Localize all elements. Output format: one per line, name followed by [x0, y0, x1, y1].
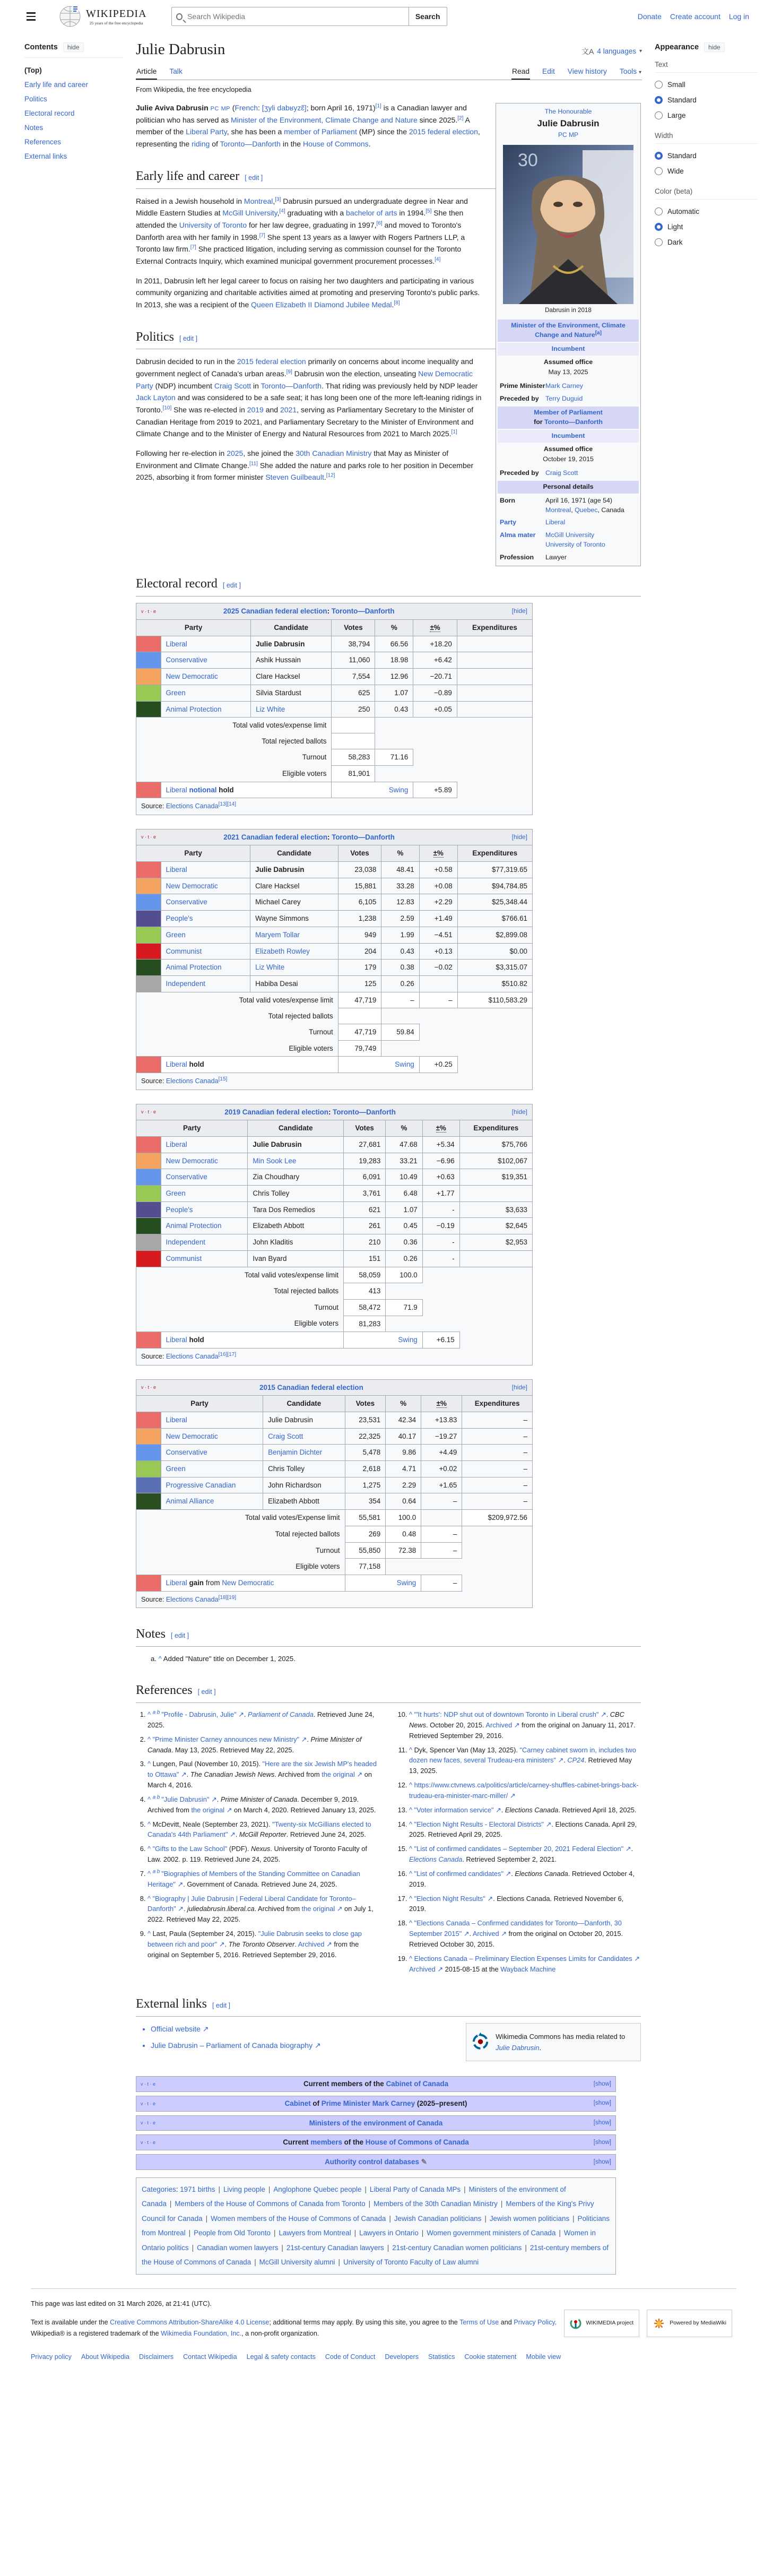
- party-color: [136, 1153, 161, 1169]
- edit-link[interactable]: [ edit ]: [179, 334, 198, 342]
- table-row: Green Silvia Stardust 625 1.07 −0.89: [136, 685, 533, 701]
- svg-text:30: 30: [518, 150, 538, 170]
- category-link[interactable]: University of Toronto Faculty of Law alumni: [343, 2258, 479, 2267]
- infobox-honorific[interactable]: The Honourable: [544, 107, 592, 115]
- table-row: Animal Protection Liz White 179 0.38 −0.02 $3,315.07: [136, 959, 533, 976]
- radio-text-small[interactable]: Small: [655, 77, 758, 92]
- license-text: Text is available under the Creative Commons Attribution-ShareAlike 4.0 License; additional terms may apply. By using this site, you agree to the Terms of Use and Privacy Policy. Wikipedia® is a registered trademark of the Wikimedia Foundation, Inc., a non-profit organization.: [31, 2318, 557, 2338]
- result-row: Liberal hold Swing +0.25: [136, 1057, 533, 1073]
- footer-links: [31, 2352, 764, 2363]
- portrait-photo[interactable]: [503, 145, 633, 304]
- col-change: ±%: [413, 620, 457, 636]
- logo-title: WIKIPEDIA: [86, 7, 147, 20]
- incumbent-link[interactable]: Incumbent: [551, 431, 585, 439]
- preceded-value[interactable]: Terry Duguid: [545, 394, 583, 402]
- party-color: [136, 1169, 161, 1186]
- footer-link[interactable]: Privacy policy: [31, 2353, 72, 2361]
- category-link[interactable]: 21st-century members of the House of Commons of Canada: [142, 2243, 609, 2267]
- reference[interactable]: 16. ^ "List of confirmed candidates" ↗. Elections Canada. Retrieved October 4, 2019.: [409, 1869, 641, 1890]
- reference[interactable]: 10. ^ "'It hurts': NDP shut out of downtown Toronto in Liberal crush" ↗. CBC News. October 20, 2015. Archived ↗ from the original on January 11, 2017. Retrieved September 29, 2016.: [409, 1709, 641, 1741]
- party-color: [136, 1250, 161, 1267]
- table-row: Independent John Kladitis 210 0.36 - $2,953: [136, 1234, 533, 1251]
- table-title[interactable]: 2015 Canadian federal election: [161, 1379, 462, 1396]
- table-row: Animal Protection Liz White 250 0.43 +0.05: [136, 701, 533, 718]
- appearance-title: Appearance: [655, 43, 699, 51]
- chevron-down-icon: ▾: [639, 48, 642, 55]
- reference[interactable]: 1. ^ $^{a b}$ "Profile - Dabrusin, Julie" ↗. Parliament of Canada. Retrieved June 24, 2025.: [147, 1709, 379, 1731]
- total-row: Turnout 47,719 59.84: [136, 1024, 533, 1041]
- total-row: Total valid votes/Expense limit 55,581 100.0 $209,972.56: [136, 1510, 533, 1526]
- search-input[interactable]: [187, 12, 404, 21]
- party-color: [136, 1332, 161, 1348]
- wikipedia-globe-icon: [58, 5, 82, 28]
- edit-link[interactable]: [ edit ]: [171, 1632, 189, 1640]
- category-link[interactable]: 21st-century Canadian lawyers: [286, 2243, 384, 2252]
- born-label: Born: [500, 496, 515, 504]
- table-title[interactable]: 2019 Canadian federal election: Toronto—Danforth: [161, 1104, 459, 1120]
- section-heading-politics: Politics [ edit ]: [136, 327, 641, 350]
- contents-title: Contents: [24, 43, 58, 51]
- party-color: [136, 862, 161, 878]
- result-label[interactable]: Liberal notional hold: [161, 782, 332, 798]
- footer-link[interactable]: Contact Wikipedia: [183, 2353, 237, 2361]
- party-color: [136, 1234, 161, 1251]
- party-color: [136, 1477, 161, 1493]
- reference[interactable]: 7. ^ $^{a b}$ "Biographies of Members of the Standing Committee on Canadian Heritage" ↗. Government of Canada. Retrieved June 24, 2025.: [147, 1869, 379, 1890]
- wikipedia-logo[interactable]: [58, 5, 147, 28]
- edit-link[interactable]: [ edit ]: [245, 174, 263, 181]
- table-row: Liberal Julie Dabrusin 38,794 66.56 +18.20: [136, 636, 533, 652]
- languages-button[interactable]: 文A 4 languages ▾: [581, 47, 642, 56]
- radio-width-wide[interactable]: Wide: [655, 163, 758, 179]
- assumed-office-date: October 19, 2015: [543, 455, 594, 463]
- col-party: Party: [136, 620, 251, 636]
- category-link[interactable]: Members of the 30th Canadian Ministry: [374, 2200, 498, 2208]
- table-row: People's Wayne Simmons 1,238 2.59 +1.49 $766.61: [136, 911, 533, 927]
- swing-link[interactable]: Swing: [344, 1332, 423, 1348]
- search-bar: [171, 7, 447, 26]
- preceded-value[interactable]: Craig Scott: [545, 469, 578, 477]
- table-row: Conservative Zia Choudhary 6,091 10.49 +0.63 $19,351: [136, 1169, 533, 1186]
- total-row: Eligible voters 81,901: [136, 765, 533, 782]
- assumed-office-label: Assumed office: [543, 445, 593, 453]
- reference[interactable]: 5. ^ McDevitt, Neale (September 23, 2021). "Twenty-six McGillians elected to Canada's 44th Parliament" ↗. McGill Reporter. Retrieved June 24, 2025.: [147, 1819, 379, 1840]
- reference[interactable]: 4. ^ $^{a b}$ "Julie Dabrusin" ↗. Prime Minister of Canada. December 9, 2019. Archived from the original ↗ on March 4, 2020. Retrieved January 13, 2025.: [147, 1794, 379, 1816]
- party-color: [136, 1428, 161, 1445]
- party-color: [136, 685, 161, 701]
- vte-links[interactable]: v · t · e: [141, 2100, 156, 2106]
- table-row: Communist Elizabeth Rowley 204 0.43 +0.13 $0.00: [136, 943, 533, 959]
- result-label[interactable]: Liberal hold: [161, 1332, 344, 1348]
- hide-button[interactable]: [hide]: [457, 603, 532, 620]
- reference[interactable]: 2. ^ "Prime Minister Carney announces new Ministry" ↗. Prime Minister of Canada. May 13, 2025. Retrieved May 22, 2025.: [147, 1734, 379, 1756]
- party-color: [136, 636, 161, 652]
- category-link[interactable]: Women members of the House of Commons of Canada: [211, 2214, 386, 2223]
- show-button[interactable]: [show]: [593, 2158, 611, 2165]
- category-link[interactable]: Jewish women politicians: [489, 2214, 570, 2223]
- party-color: [136, 1493, 161, 1510]
- category-link[interactable]: Women government ministers of Canada: [427, 2229, 556, 2237]
- category-link[interactable]: Living people: [223, 2185, 265, 2193]
- reference[interactable]: 18. ^ "Elections Canada – Confirmed candidates for Toronto—Danforth, 30 September 2015" ↗. Archived ↗ from the original on October 20, 2015. Retrieved October 30, 2015.: [409, 1918, 641, 1949]
- external-link[interactable]: • Official website ↗: [151, 2023, 641, 2035]
- color-label: Color (beta): [655, 187, 758, 200]
- show-button[interactable]: [show]: [593, 2080, 611, 2087]
- profession-label: Profession: [500, 554, 534, 561]
- vte-links[interactable]: v · t · e: [136, 829, 161, 845]
- sidebar-item-politics[interactable]: Politics: [24, 95, 47, 103]
- footer-link[interactable]: Mobile view: [526, 2353, 561, 2361]
- early-life-paragraph-2: In 2011, Dabrusin left her legal career to focus on raising her two daughters and participating in various community organizing and charitable activities aimed at promoting and preserving Toronto's public parks. In 2013, she was a recipient of the Queen Elizabeth II Diamond Jubilee Medal.[8]: [136, 276, 480, 309]
- party-color: [136, 1461, 161, 1477]
- party-color: [136, 1057, 161, 1073]
- mediawiki-icon: [653, 2318, 665, 2329]
- col-pct: %: [375, 620, 413, 636]
- total-row: Eligible voters 79,749: [136, 1040, 533, 1057]
- party-color: [136, 959, 161, 976]
- site-subtitle: From Wikipedia, the free encyclopedia: [136, 85, 251, 93]
- reference[interactable]: 8. ^ "Biography | Julie Dabrusin | Federal Liberal Candidate for Toronto–Danforth" ↗. juliedabrusin.liberal.ca. Archived from the original ↗ on July 1, 2022. Retrieved May 22, 2025.: [147, 1894, 379, 1925]
- election-table-2019: v · t · e 2019 Canadian federal election: Toronto—Danforth [hide] Party Candidate Votes % ±% Expenditures Liberal Julie Dabrusin 27,681 47.68 +5.34 $75,766 New Democratic Min Sook Lee 19,283 33.21 −6.96 $102,067 Conservative Zia Choudhary 6,091 10.49 +0.63 $19,351 Green Chris Tolley 3,761 6.48 +1.77 People's Tara Dos Remedios 621 1.07 - $3,633 Animal Protection Elizabeth Abbott 261 0.45 −0.19 $2,645 Independent John Kladitis 210 0.36 - $2,953 Communist Ivan Byard 151 0.26 - Total valid votes/expense limit 58,059 100.0 Total rejected ballots 413 Turnout 58,472 71.9 Eligible voters 81,283 Liberal hold Swing +6.15 Source: Elections Canada[16][17]: [136, 1104, 533, 1365]
- party-color: [136, 1218, 161, 1234]
- category-link[interactable]: Women in Ontario politics: [142, 2229, 596, 2252]
- page-title: Julie Dabrusin: [136, 41, 225, 58]
- swing-link[interactable]: Swing: [338, 1057, 419, 1073]
- tab-edit[interactable]: Edit: [542, 67, 555, 75]
- party-color: [136, 701, 161, 718]
- vte-links[interactable]: v · t · e: [141, 2120, 156, 2126]
- politics-paragraph-1: Dabrusin decided to run in the 2015 federal election primarily on concerns about income inequality and government neglect of Canada's urban areas.[9] Dabrusin won the election, unseating New Democratic Party (NDP) incumbent Craig Scott in Toronto—Danforth. That riding was previously held by NDP leader Jack Layton and was considered to be a safe seat; it has long been one of the more left-leaning ridings in Toronto.[10] She was re-elected in 2019 and 2021, serving as Parliamentary Secretary to the Minister of Canadian Heritage from 2019 to 2021, and Parliamentary Secretary to the Minister of Environment and Climate Change and to the Minister of Energy and Natural Resources from 2021 to March 2025.[1]: [136, 357, 482, 438]
- tab-talk[interactable]: Talk: [169, 67, 183, 75]
- table-row: Conservative Benjamin Dichter 5,478 9.86 +4.49 –: [136, 1445, 533, 1461]
- vte-links[interactable]: v · t · e: [136, 603, 161, 620]
- vte-links[interactable]: v · t · e: [136, 1379, 161, 1396]
- table-title[interactable]: 2025 Canadian federal election: Toronto—Danforth: [161, 603, 457, 620]
- reference[interactable]: 3. ^ Lungen, Paul (November 10, 2015). "Here are the six Jewish MP's headed to Ottawa" ↗. The Canadian Jewish News. Archived from the original ↗ on March 4, 2016.: [147, 1759, 379, 1790]
- total-row: Turnout 58,472 71.9: [136, 1300, 533, 1316]
- reference[interactable]: 6. ^ "Gifts to the Law School" (PDF). Nexus. University of Toronto Faculty of Law. 2002. p. 119. Retrieved June 24, 2025.: [147, 1844, 379, 1865]
- infobox-postnominals[interactable]: PC MP: [558, 131, 578, 139]
- create-account-link[interactable]: Create account: [670, 12, 720, 21]
- preceded-label: Preceded by: [500, 394, 539, 402]
- category-link[interactable]: 21st-century Canadian women politicians: [392, 2243, 522, 2252]
- party-color: [136, 943, 161, 959]
- total-row: Eligible voters 77,158: [136, 1559, 533, 1575]
- total-row: Total rejected ballots 269 0.48 –: [136, 1526, 533, 1542]
- tab-article[interactable]: Article: [136, 64, 157, 80]
- footer-link[interactable]: Developers: [385, 2353, 419, 2361]
- edit-link[interactable]: [ edit ]: [212, 2002, 231, 2010]
- radio-text-standard[interactable]: Standard: [655, 92, 758, 108]
- site-header: [0, 0, 764, 33]
- width-label: Width: [655, 132, 758, 144]
- show-button[interactable]: [show]: [593, 2120, 611, 2127]
- party-color: [136, 669, 161, 685]
- intro-paragraph: Julie Aviva Dabrusin PC MP (French: [ʒyli dabʁyzɛ̃]; born April 16, 1971)[1] is a Canadian lawyer and politician who has served as Minister of the Environment, Climate Change and Nature since 2025.[2] A member of the Liberal Party, she has been a member of Parliament (MP) since the 2015 federal election, representing the riding of Toronto—Danforth in the House of Commons.: [136, 103, 480, 148]
- party-color: [136, 911, 161, 927]
- col-votes: Votes: [332, 620, 375, 636]
- swing-link[interactable]: Swing: [332, 782, 413, 798]
- source-row: Source: Elections Canada[18][19]: [141, 1594, 236, 1603]
- donate-link[interactable]: Donate: [637, 12, 662, 21]
- incumbent-link[interactable]: Incumbent: [551, 344, 585, 352]
- sidebar-item-early-life[interactable]: Early life and career: [24, 81, 89, 89]
- table-row: Animal Protection Elizabeth Abbott 261 0.45 −0.19 $2,645: [136, 1218, 533, 1234]
- table-row: New Democratic Clare Hacksel 7,554 12.96 −20.71: [136, 669, 533, 685]
- total-row: Total rejected ballots: [136, 1008, 533, 1024]
- header-links: [638, 12, 749, 21]
- sidebar-item-external-links[interactable]: External links: [24, 152, 67, 160]
- category-link[interactable]: 1971 births: [180, 2185, 215, 2193]
- party-color: [136, 782, 161, 798]
- result-row: Liberal hold Swing +6.15: [136, 1332, 533, 1348]
- references-column-2: [397, 1709, 641, 1978]
- reference[interactable]: 12. ^ https://www.ctvnews.ca/politics/article/carney-shuffles-cabinet-brings-back-trudeau-era-minister-marc-miller/ ↗: [409, 1780, 641, 1801]
- party-color: [136, 1445, 161, 1461]
- radio-text-large[interactable]: Large: [655, 108, 758, 123]
- sidebar-item-references[interactable]: References: [24, 138, 62, 146]
- swing-link[interactable]: Swing: [345, 1575, 421, 1591]
- note-item: a. ^ Added "Nature" title on December 1, 2025.: [151, 1653, 641, 1664]
- footer-link[interactable]: Statistics: [428, 2353, 455, 2361]
- footer-link[interactable]: Disclaimers: [139, 2353, 174, 2361]
- logo-tagline: 25 years of the free encyclopedia: [89, 20, 143, 25]
- vte-links[interactable]: v · t · e: [141, 2139, 156, 2145]
- category-link[interactable]: Liberal Party of Canada MPs: [369, 2185, 461, 2193]
- sidebar-item-notes[interactable]: Notes: [24, 124, 44, 132]
- category-link[interactable]: Lawyers from Montreal: [279, 2229, 351, 2237]
- result-row: Liberal gain from New Democratic Swing –: [136, 1575, 533, 1591]
- source-row: Source: Elections Canada[16][17]: [141, 1351, 236, 1361]
- table-row: People's Tara Dos Remedios 621 1.07 - $3,633: [136, 1201, 533, 1218]
- party-color: [136, 894, 161, 911]
- result-label[interactable]: Liberal gain from New Democratic: [161, 1575, 345, 1591]
- table-row: Liberal Julie Dabrusin 23,531 42.34 +13.83 –: [136, 1412, 533, 1428]
- external-link[interactable]: • Julie Dabrusin – Parliament of Canada biography ↗: [151, 2039, 641, 2052]
- categories-box: Categories: 1971 births | Living people | Anglophone Quebec people | Liberal Party of Canada MPs | Ministers of the environment of Canada | Members of the House of Commons of Canada from Toronto | Members of the 30th Canadian Ministry | Members of the King's Privy Council for Canada | Women members of the House of Commons of Canada | Jewish Canadian politicians | Jewish women politicians | Politicians from Montreal | People from Old Toronto | Lawyers from Montreal | Lawyers in Ontario | Women government ministers of Canada | Women in Ontario politics | Canadian women lawyers | 21st-century Canadian lawyers | 21st-century Canadian women politicians | 21st-century members of the House of Commons of Canada | McGill University alumni | University of Toronto Faculty of Law alumni: [136, 2177, 616, 2275]
- early-life-paragraph-1: Raised in a Jewish household in Montreal,[3] Dabrusin pursued an undergraduate degree in Near and Middle Eastern Studies at McGill University,[4] graduating with a bachelor of arts in 1994.[5] She then attended the University of Toronto for her law degree, graduating in 1997,[6] and moved to Toronto's Danforth area with her family in 1998.[7] She spent 13 years as a lawyer with Rogers Partners LLP, a Toronto law firm.[7] She practiced litigation, including serving as commission counsel for the Toronto External Contracts Inquiry, which examined municipal government procurement processes.[4]: [136, 196, 468, 265]
- footer-link[interactable]: Cookie statement: [464, 2353, 517, 2361]
- party-color: [136, 975, 161, 992]
- party-color: [136, 1575, 161, 1591]
- show-button[interactable]: [show]: [593, 2139, 611, 2146]
- reference[interactable]: 14. ^ "Election Night Results - Electoral Districts" ↗. Elections Canada. April 29, 2025. Retrieved April 29, 2025.: [409, 1819, 641, 1840]
- radio-width-standard[interactable]: Standard: [655, 148, 758, 163]
- election-table-2021: v · t · e 2021 Canadian federal election: Toronto—Danforth [hide] Party Candidate Votes % ±% Expenditures Liberal Julie Dabrusin 23,038 48.41 +0.58 $77,319.65 New Democratic Clare Hacksel 15,881 33.28 +0.08 $94,784.85 Conservative Michael Carey 6,105 12.83 +2.29 $25,348.44 People's Wayne Simmons 1,238 2.59 +1.49 $766.61 Green Maryem Tollar 949 1.99 −4.51 $2,899.08 Communist Elizabeth Rowley 204 0.43 +0.13 $0.00 Animal Protection Liz White 179 0.38 −0.02 $3,315.07 Independent Habiba Desai 125 0.26 $510.82 Total valid votes/expense limit 47,719 – – $110,583.29 Total rejected ballots Turnout 47,719 59.84 Eligible voters 79,749 Liberal hold Swing +0.25 Source: Elections Canada[15]: [136, 829, 533, 1090]
- party-color: [136, 1201, 161, 1218]
- table-row: Green Chris Tolley 2,618 4.71 +0.02 –: [136, 1461, 533, 1477]
- total-row: Eligible voters 81,283: [136, 1316, 533, 1332]
- total-row: Turnout 58,283 71.16: [136, 749, 533, 766]
- assumed-office-date: May 13, 2025: [548, 368, 588, 376]
- article-tabs: [136, 64, 642, 80]
- radio-color-dark[interactable]: Dark: [655, 235, 758, 250]
- election-table-2015: v · t · e 2015 Canadian federal election [hide] Party Candidate Votes % ±% Expenditures Liberal Julie Dabrusin 23,531 42.34 +13.83 – New Democratic Craig Scott 22,325 40.17 −19.27 – Conservative Benjamin Dichter 5,478 9.86 +4.49 – Green Chris Tolley 2,618 4.71 +0.02 – Progressive Canadian John Richardson 1,275 2.29 +1.65 – Animal Alliance Elizabeth Abbott 354 0.64 – – Total valid votes/Expense limit 55,581 100.0 $209,972.56 Total rejected ballots 269 0.48 – Turnout 55,850 72.38 – Eligible voters 77,158 Liberal gain from New Democratic Swing – Source: Elections Canada[18][19]: [136, 1379, 533, 1609]
- table-row: Green Chris Tolley 3,761 6.48 +1.77: [136, 1186, 533, 1202]
- election-table-2025: [136, 603, 533, 815]
- contents-hide-button[interactable]: hide: [63, 42, 84, 52]
- party-value[interactable]: Liberal: [545, 518, 566, 526]
- pm-value[interactable]: Mark Carney: [545, 382, 583, 390]
- navbox-title[interactable]: Authority control databases ✎: [325, 2158, 427, 2166]
- profession-value: Lawyer: [545, 554, 567, 561]
- article-main: [128, 33, 647, 2275]
- edit-link[interactable]: [ edit ]: [222, 582, 241, 590]
- alma-mater-value[interactable]: McGill University University of Toronto: [545, 531, 605, 549]
- navbox-title[interactable]: Current members of the House of Commons of Canada: [283, 2138, 469, 2147]
- total-row: Total rejected ballots: [136, 733, 533, 749]
- categories-label[interactable]: Categories:: [142, 2185, 180, 2193]
- navbox-title[interactable]: Ministers of the environment of Canada: [309, 2119, 443, 2127]
- table-row: Independent Habiba Desai 125 0.26 $510.82: [136, 975, 533, 992]
- show-button[interactable]: [show]: [593, 2100, 611, 2107]
- result-label[interactable]: Liberal hold: [161, 1057, 338, 1073]
- chevron-down-icon: ▾: [638, 69, 641, 75]
- party-color: [136, 927, 161, 943]
- navbox-title[interactable]: Cabinet of Prime Minister Mark Carney (2025–present): [284, 2099, 467, 2107]
- vte-links[interactable]: v · t · e: [141, 2081, 156, 2087]
- sidebar-item-electoral-record[interactable]: Electoral record: [24, 109, 75, 117]
- category-link[interactable]: Members of the King's Privy Council for Canada: [142, 2200, 594, 2223]
- footer-link[interactable]: Legal & safety contacts: [246, 2353, 316, 2361]
- table-row: New Democratic Min Sook Lee 19,283 33.21 −6.96 $102,067: [136, 1153, 533, 1169]
- infobox-office2[interactable]: Member of Parliament for Toronto—Danforth: [498, 407, 639, 429]
- alma-mater-label[interactable]: Alma mater: [500, 531, 536, 539]
- search-icon: [176, 13, 183, 20]
- source-row: Source: Elections Canada[15]: [141, 1076, 228, 1085]
- party-color: [136, 1412, 161, 1428]
- col-candidate: Candidate: [251, 620, 332, 636]
- radio-color-automatic[interactable]: Automatic: [655, 204, 758, 219]
- tab-tools[interactable]: Tools ▾: [619, 67, 641, 75]
- reference[interactable]: 17. ^ "Election Night Results" ↗. Elections Canada. Retrieved November 6, 2019.: [409, 1894, 641, 1915]
- login-link[interactable]: Log in: [728, 12, 749, 21]
- sidebar-item-top[interactable]: (Top): [24, 66, 42, 74]
- section-heading-external-links: External links [ edit ]: [136, 1994, 641, 2017]
- wikimedia-badge[interactable]: WIKIMEDIA project: [564, 2310, 639, 2337]
- table-row: New Democratic Craig Scott 22,325 40.17 −19.27 –: [136, 1428, 533, 1445]
- section-heading-notes: Notes [ edit ]: [136, 1624, 641, 1647]
- hide-button[interactable]: [hide]: [462, 1379, 533, 1396]
- result-row: Liberal notional hold Swing +5.89: [136, 782, 533, 798]
- radio-color-light[interactable]: Light: [655, 219, 758, 235]
- appearance-panel: [647, 33, 764, 250]
- tab-read[interactable]: Read: [511, 64, 530, 80]
- party-color: [136, 652, 161, 669]
- infobox-name: Julie Dabrusin: [537, 118, 600, 128]
- col-expenditures: Expenditures: [457, 620, 532, 636]
- total-row: Total rejected ballots 413: [136, 1283, 533, 1300]
- infobox: [496, 103, 641, 567]
- category-link[interactable]: Lawyers in Ontario: [359, 2229, 419, 2237]
- edit-link[interactable]: [ edit ]: [197, 1688, 216, 1696]
- table-row: Liberal Julie Dabrusin 23,038 48.41 +0.58 $77,319.65: [136, 862, 533, 878]
- category-link[interactable]: McGill University alumni: [259, 2258, 335, 2267]
- table-row: Liberal Julie Dabrusin 27,681 47.68 +5.34 $75,766: [136, 1136, 533, 1153]
- source-row: Source: Elections Canada[13][14]: [141, 801, 236, 810]
- table-row: Progressive Canadian John Richardson 1,275 2.29 +1.65 –: [136, 1477, 533, 1493]
- pm-label: Prime Minister: [500, 382, 545, 390]
- category-link[interactable]: Members of the House of Commons of Canada from Toronto: [175, 2200, 366, 2208]
- hide-button[interactable]: [hide]: [459, 1104, 532, 1120]
- mediawiki-badge[interactable]: Powered by MediaWiki: [647, 2310, 732, 2337]
- tab-view-history[interactable]: View history: [567, 67, 607, 75]
- born-value: April 16, 1971 (age 54) Montreal, Quebec, Canada: [545, 496, 624, 514]
- party-color: [136, 878, 161, 894]
- table-row: Conservative Michael Carey 6,105 12.83 +2.29 $25,348.44: [136, 894, 533, 911]
- personal-details-header: Personal details: [498, 481, 639, 494]
- table-title[interactable]: 2021 Canadian federal election: Toronto—Danforth: [161, 829, 457, 845]
- politics-paragraph-2: Following her re-election in 2025, she joined the 30th Canadian Ministry that May as Minister of Environment and Climate Change.[11] She added the nature and parks role to her position in December 2025, absorbing it from former minister Steven Guilbeault.[12]: [136, 449, 474, 482]
- category-link[interactable]: Politicians from Montreal: [142, 2214, 610, 2237]
- section-heading-early-life: Early life and career [ edit ]: [136, 166, 641, 189]
- text-size-label: Text: [655, 60, 758, 73]
- section-heading-electoral-record: Electoral record [ edit ]: [136, 574, 641, 597]
- infobox-office1[interactable]: Minister of the Environment, Climate Change and Nature[a]: [498, 319, 639, 342]
- footer-link[interactable]: About Wikipedia: [81, 2353, 129, 2361]
- table-row: Animal Alliance Elizabeth Abbott 354 0.64 – –: [136, 1493, 533, 1510]
- reference[interactable]: 19. ^ Elections Canada – Preliminary Election Expenses Limits for Candidates ↗ Archived ↗ 2015-08-15 at the Wayback Machine: [409, 1953, 641, 1975]
- search-button[interactable]: Search: [409, 7, 447, 26]
- assumed-office-label: Assumed office: [543, 358, 593, 366]
- total-row: Total valid votes/expense limit 58,059 100.0: [136, 1267, 533, 1283]
- category-link[interactable]: Jewish Canadian politicians: [394, 2214, 482, 2223]
- table-row: Conservative Ashik Hussain 11,060 18.98 +6.42: [136, 652, 533, 669]
- navboxes: [136, 2076, 616, 2170]
- commons-text[interactable]: Wikimedia Commons has media related to Julie Dabrusin.: [496, 2033, 626, 2052]
- hide-button[interactable]: [hide]: [457, 829, 532, 845]
- category-link[interactable]: People from Old Toronto: [194, 2229, 271, 2237]
- reference[interactable]: 13. ^ "Voter information service" ↗. Elections Canada. Retrieved April 18, 2025.: [409, 1805, 641, 1816]
- footer-link[interactable]: Code of Conduct: [325, 2353, 376, 2361]
- references-column-1: [136, 1709, 379, 1978]
- category-link[interactable]: Anglophone Quebec people: [273, 2185, 362, 2193]
- reference[interactable]: 9. ^ Last, Paula (September 24, 2015). "Julie Dabrusin seeks to close gap between rich and poor" ↗. The Toronto Observer. Archived ↗ from the original on September 5, 2016. Retrieved September 29, 2016.: [147, 1929, 379, 1960]
- total-row: Total valid votes/expense limit: [136, 718, 533, 733]
- category-link[interactable]: Ministers of the environment of Canada: [142, 2185, 566, 2208]
- last-edited: This page was last edited on 31 March 2026, at 21:41 (UTC).: [31, 2300, 212, 2307]
- party-color: [136, 1136, 161, 1153]
- appearance-hide-button[interactable]: hide: [704, 42, 725, 52]
- section-heading-references: References [ edit ]: [136, 1680, 641, 1703]
- table-row: Green Maryem Tollar 949 1.99 −4.51 $2,899.08: [136, 927, 533, 943]
- wikimedia-commons-icon: [472, 2029, 489, 2055]
- contents-sidebar: [0, 33, 128, 163]
- preceded-label: Preceded by: [500, 469, 539, 477]
- category-link[interactable]: Canadian women lawyers: [197, 2243, 279, 2252]
- total-row: Total valid votes/expense limit 47,719 – – $110,583.29: [136, 992, 533, 1008]
- navbox-title[interactable]: Current members of the Cabinet of Canada: [303, 2080, 449, 2088]
- party-color: [136, 1186, 161, 1202]
- vte-links[interactable]: v · t · e: [136, 1104, 161, 1120]
- menu-icon[interactable]: [22, 7, 40, 25]
- table-row: Communist Ivan Byard 151 0.26 -: [136, 1250, 533, 1267]
- party-label[interactable]: Party: [500, 518, 516, 526]
- wikimedia-icon: [570, 2318, 581, 2329]
- table-row: New Democratic Clare Hacksel 15,881 33.28 +0.08 $94,784.85: [136, 878, 533, 894]
- reference[interactable]: 11. ^ Dyk, Spencer Van (May 13, 2025). "Carney cabinet sworn in, includes two dozen new faces, several Trudeau-era ministers" ↗. CP24. Retrieved May 13, 2025.: [409, 1745, 641, 1776]
- total-row: Turnout 55,850 72.38 –: [136, 1542, 533, 1559]
- languages-icon: 文A: [581, 47, 594, 56]
- commons-box: [466, 2023, 641, 2061]
- reference[interactable]: 15. ^ "List of confirmed candidates – September 20, 2021 Federal Election" ↗. Elections Canada. Retrieved September 2, 2021.: [409, 1844, 641, 1865]
- page-footer: [0, 2275, 764, 2384]
- portrait-caption: Dabrusin in 2018: [545, 306, 592, 314]
